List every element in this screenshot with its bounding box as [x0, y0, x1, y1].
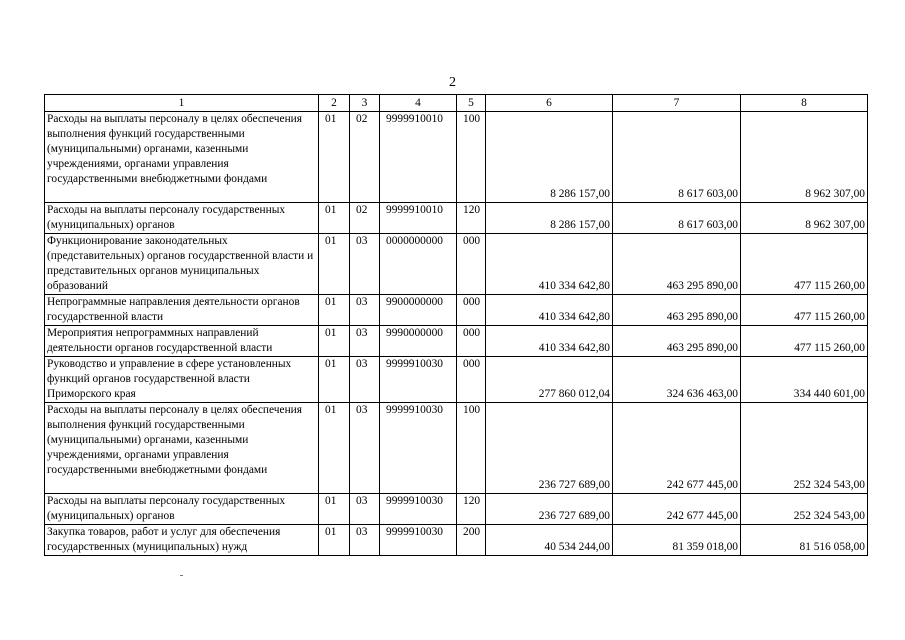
amount-col8: 334 440 601,00: [741, 357, 868, 403]
column-header: 2: [319, 95, 350, 112]
table-row: [45, 403, 868, 494]
section-code: 01: [319, 494, 350, 525]
target-article-code: 9900000000: [380, 295, 457, 326]
expense-name: Расходы на выплаты персоналу в целях обеспечения выполнения функций государственными (муниципальными) органами, казенными учреждениями, органами управления государственными внебюджетными фондами: [45, 112, 319, 203]
expense-name: Закупка товаров, работ и услуг для обеспечения государственных (муниципальных) нужд: [45, 525, 319, 556]
amount-col6: 40 534 244,00: [486, 525, 613, 556]
expense-type-code: 000: [457, 326, 486, 357]
amount-col6: 410 334 642,80: [486, 326, 613, 357]
table-header-row: [45, 95, 868, 112]
column-header: 6: [486, 95, 613, 112]
amount-col7: 242 677 445,00: [613, 494, 741, 525]
expense-name: Расходы на выплаты персоналу в целях обеспечения выполнения функций государственными (муниципальными) органами, казенными учреждениями, органами управления государственными внебюджетными фондами: [45, 403, 319, 494]
table-row: [45, 112, 868, 203]
amount-col8: 252 324 543,00: [741, 494, 868, 525]
column-header: 5: [457, 95, 486, 112]
section-code: 01: [319, 203, 350, 234]
target-article-code: 9999910030: [380, 403, 457, 494]
column-header: 4: [380, 95, 457, 112]
amount-col8: 477 115 260,00: [741, 326, 868, 357]
amount-col6: 410 334 642,80: [486, 295, 613, 326]
target-article-code: 9999910010: [380, 112, 457, 203]
amount-col6: 236 727 689,00: [486, 494, 613, 525]
amount-col8: 81 516 058,00: [741, 525, 868, 556]
amount-col6: 410 334 642,80: [486, 234, 613, 295]
section-code: 01: [319, 403, 350, 494]
table-row: [45, 525, 868, 556]
amount-col7: 81 359 018,00: [613, 525, 741, 556]
amount-col7: 463 295 890,00: [613, 234, 741, 295]
table-row: [45, 326, 868, 357]
target-article-code: 9999910030: [380, 525, 457, 556]
section-code: 01: [319, 112, 350, 203]
column-header: 8: [741, 95, 868, 112]
expense-type-code: 120: [457, 203, 486, 234]
amount-col6: 8 286 157,00: [486, 112, 613, 203]
scan-speck: [180, 575, 183, 576]
subsection-code: 03: [350, 403, 380, 494]
subsection-code: 03: [350, 494, 380, 525]
section-code: 01: [319, 357, 350, 403]
column-header: 3: [350, 95, 380, 112]
target-article-code: 9999910030: [380, 357, 457, 403]
expense-name: Непрограммные направления деятельности органов государственной власти: [45, 295, 319, 326]
expense-name: Расходы на выплаты персоналу государственных (муниципальных) органов: [45, 203, 319, 234]
expense-type-code: 000: [457, 295, 486, 326]
amount-col8: 8 962 307,00: [741, 203, 868, 234]
amount-col7: 8 617 603,00: [613, 112, 741, 203]
section-code: 01: [319, 234, 350, 295]
expense-type-code: 100: [457, 403, 486, 494]
budget-table: [44, 94, 868, 556]
amount-col7: 463 295 890,00: [613, 326, 741, 357]
subsection-code: 03: [350, 326, 380, 357]
expense-type-code: 000: [457, 234, 486, 295]
table-row: [45, 357, 868, 403]
section-code: 01: [319, 525, 350, 556]
amount-col7: 463 295 890,00: [613, 295, 741, 326]
amount-col8: 477 115 260,00: [741, 295, 868, 326]
subsection-code: 03: [350, 525, 380, 556]
amount-col7: 324 636 463,00: [613, 357, 741, 403]
column-header: 7: [613, 95, 741, 112]
target-article-code: 9990000000: [380, 326, 457, 357]
section-code: 01: [319, 326, 350, 357]
table-row: [45, 295, 868, 326]
subsection-code: 03: [350, 234, 380, 295]
amount-col8: 252 324 543,00: [741, 403, 868, 494]
expense-type-code: 200: [457, 525, 486, 556]
target-article-code: 9999910010: [380, 203, 457, 234]
amount-col6: 8 286 157,00: [486, 203, 613, 234]
column-header: 1: [45, 95, 319, 112]
expense-name: Функционирование законодательных (представительных) органов государственной власти и представительных органов муниципальных образований: [45, 234, 319, 295]
table-row: [45, 234, 868, 295]
expense-name: Расходы на выплаты персоналу государственных (муниципальных) органов: [45, 494, 319, 525]
subsection-code: 03: [350, 295, 380, 326]
amount-col8: 8 962 307,00: [741, 112, 868, 203]
target-article-code: 0000000000: [380, 234, 457, 295]
expense-type-code: 100: [457, 112, 486, 203]
subsection-code: 03: [350, 357, 380, 403]
expense-type-code: 120: [457, 494, 486, 525]
amount-col7: 8 617 603,00: [613, 203, 741, 234]
table-row: [45, 203, 868, 234]
target-article-code: 9999910030: [380, 494, 457, 525]
expense-name: Руководство и управление в сфере установленных функций органов государственной власти Приморского края: [45, 357, 319, 403]
expense-type-code: 000: [457, 357, 486, 403]
subsection-code: 02: [350, 112, 380, 203]
page-number: 2: [449, 75, 456, 90]
amount-col8: 477 115 260,00: [741, 234, 868, 295]
expense-name: Мероприятия непрограммных направлений деятельности органов государственной власти: [45, 326, 319, 357]
amount-col7: 242 677 445,00: [613, 403, 741, 494]
subsection-code: 02: [350, 203, 380, 234]
amount-col6: 236 727 689,00: [486, 403, 613, 494]
section-code: 01: [319, 295, 350, 326]
amount-col6: 277 860 012,04: [486, 357, 613, 403]
table-row: [45, 494, 868, 525]
